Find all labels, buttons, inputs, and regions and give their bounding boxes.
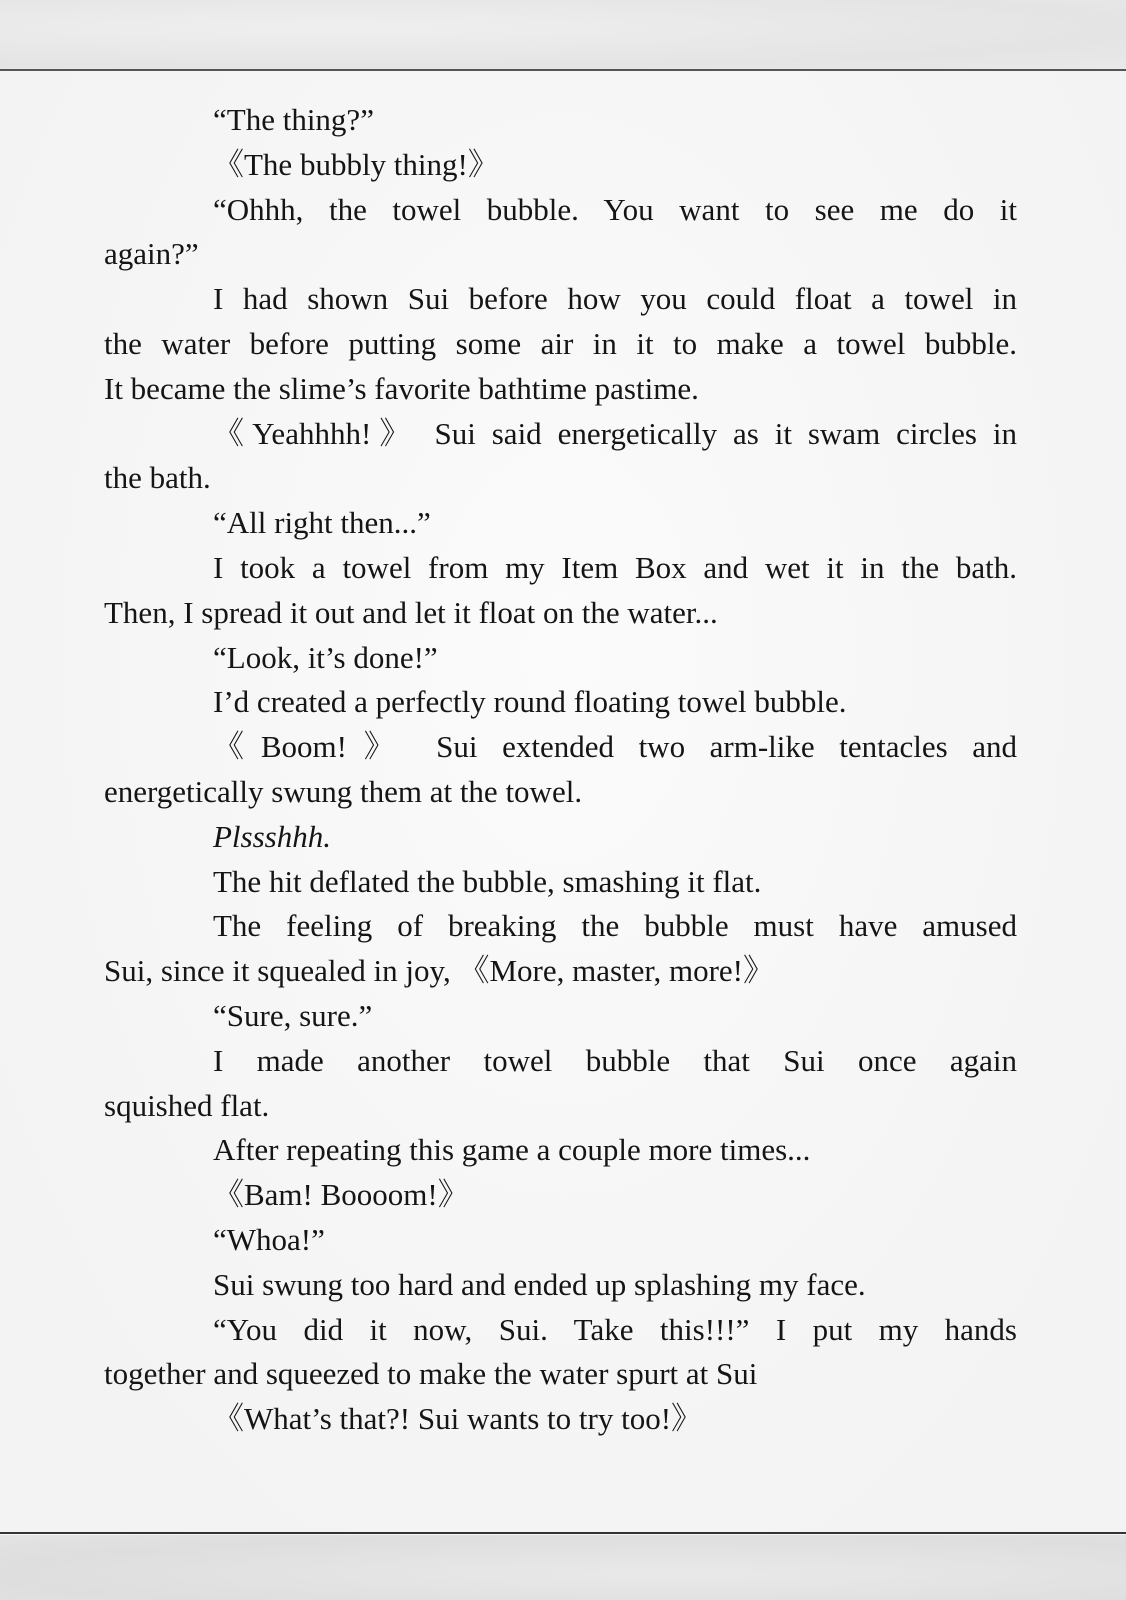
paragraph [104, 680, 1017, 725]
text-line: the bath. [104, 460, 211, 496]
text-line: Sui, since it squealed in joy, 《More, master, more!》 [104, 953, 774, 989]
text-line: squished flat. [104, 1087, 270, 1123]
text-line: “All right then...” [213, 505, 431, 541]
text-line: Then, I spread it out and let it float on the water... [104, 594, 718, 630]
text-line: Sui swung too hard and ended up splashing my face. [213, 1266, 866, 1302]
paragraph [104, 904, 1017, 994]
text-line: “Look, it’s done!” [213, 639, 438, 675]
text-line: After repeating this game a couple more times... [213, 1132, 811, 1168]
text-line: together and squeezed to make the water spurt at Sui [104, 1356, 758, 1392]
text-line: Plssshhh. [213, 818, 331, 854]
text-line: “The thing?” [213, 102, 374, 137]
text-line: I took a towel from my Item Box and wet it in the bath. [213, 549, 1017, 585]
paragraph [104, 412, 1017, 502]
text-line: “You did it now, Sui. Take this!!!” I put my hands [213, 1311, 1017, 1347]
paragraph [104, 1173, 1017, 1218]
text-line: It became the slime’s favorite bathtime pastime. [104, 370, 699, 406]
footer-rule [0, 1532, 1126, 1534]
text-line: I had shown Sui before how you could float a towel in [213, 281, 1017, 317]
text-line: 《Yeahhhh!》 Sui said energetically as it swam circles in [213, 415, 1017, 451]
paragraph [104, 546, 1017, 636]
text-line: The feeling of breaking the bubble must have amused [213, 908, 1017, 944]
paragraph [104, 815, 1017, 860]
text-line: the water before putting some air in it to make a towel bubble. [104, 325, 1017, 361]
paragraph [104, 1397, 1017, 1442]
text-line: “Whoa!” [213, 1221, 325, 1257]
paragraph [104, 1039, 1017, 1129]
paragraph [104, 188, 1017, 278]
text-line: 《What’s that?! Sui wants to try too!》 [213, 1401, 703, 1437]
paragraph [104, 98, 1017, 143]
text-line: 《The bubbly thing!》 [213, 146, 499, 182]
paragraph [104, 501, 1017, 546]
paragraph [104, 994, 1017, 1039]
paragraph [104, 1218, 1017, 1263]
text-line: 《Bam! Boooom!》 [213, 1177, 469, 1213]
page-header-band [0, 0, 1126, 69]
paragraph [104, 143, 1017, 188]
page-footer-band [0, 1535, 1126, 1600]
body-text [104, 98, 1017, 1442]
text-line: “Sure, sure.” [213, 997, 373, 1033]
paragraph [104, 860, 1017, 905]
text-line: “Ohhh, the towel bubble. You want to see me do it [213, 191, 1017, 227]
text-line: again?” [104, 236, 199, 272]
paragraph [104, 636, 1017, 681]
text-line: 《Boom!》 Sui extended two arm-like tentacles and [213, 729, 1017, 765]
text-line: energetically swung them at the towel. [104, 773, 583, 809]
text-line: I made another towel bubble that Sui once again [213, 1042, 1017, 1078]
paragraph [104, 1263, 1017, 1308]
paragraph [104, 1128, 1017, 1173]
paragraph [104, 725, 1017, 815]
paragraph [104, 1308, 1017, 1398]
text-line: I’d created a perfectly round floating towel bubble. [213, 684, 847, 720]
text-line: The hit deflated the bubble, smashing it flat. [213, 863, 762, 899]
paragraph [104, 277, 1017, 411]
